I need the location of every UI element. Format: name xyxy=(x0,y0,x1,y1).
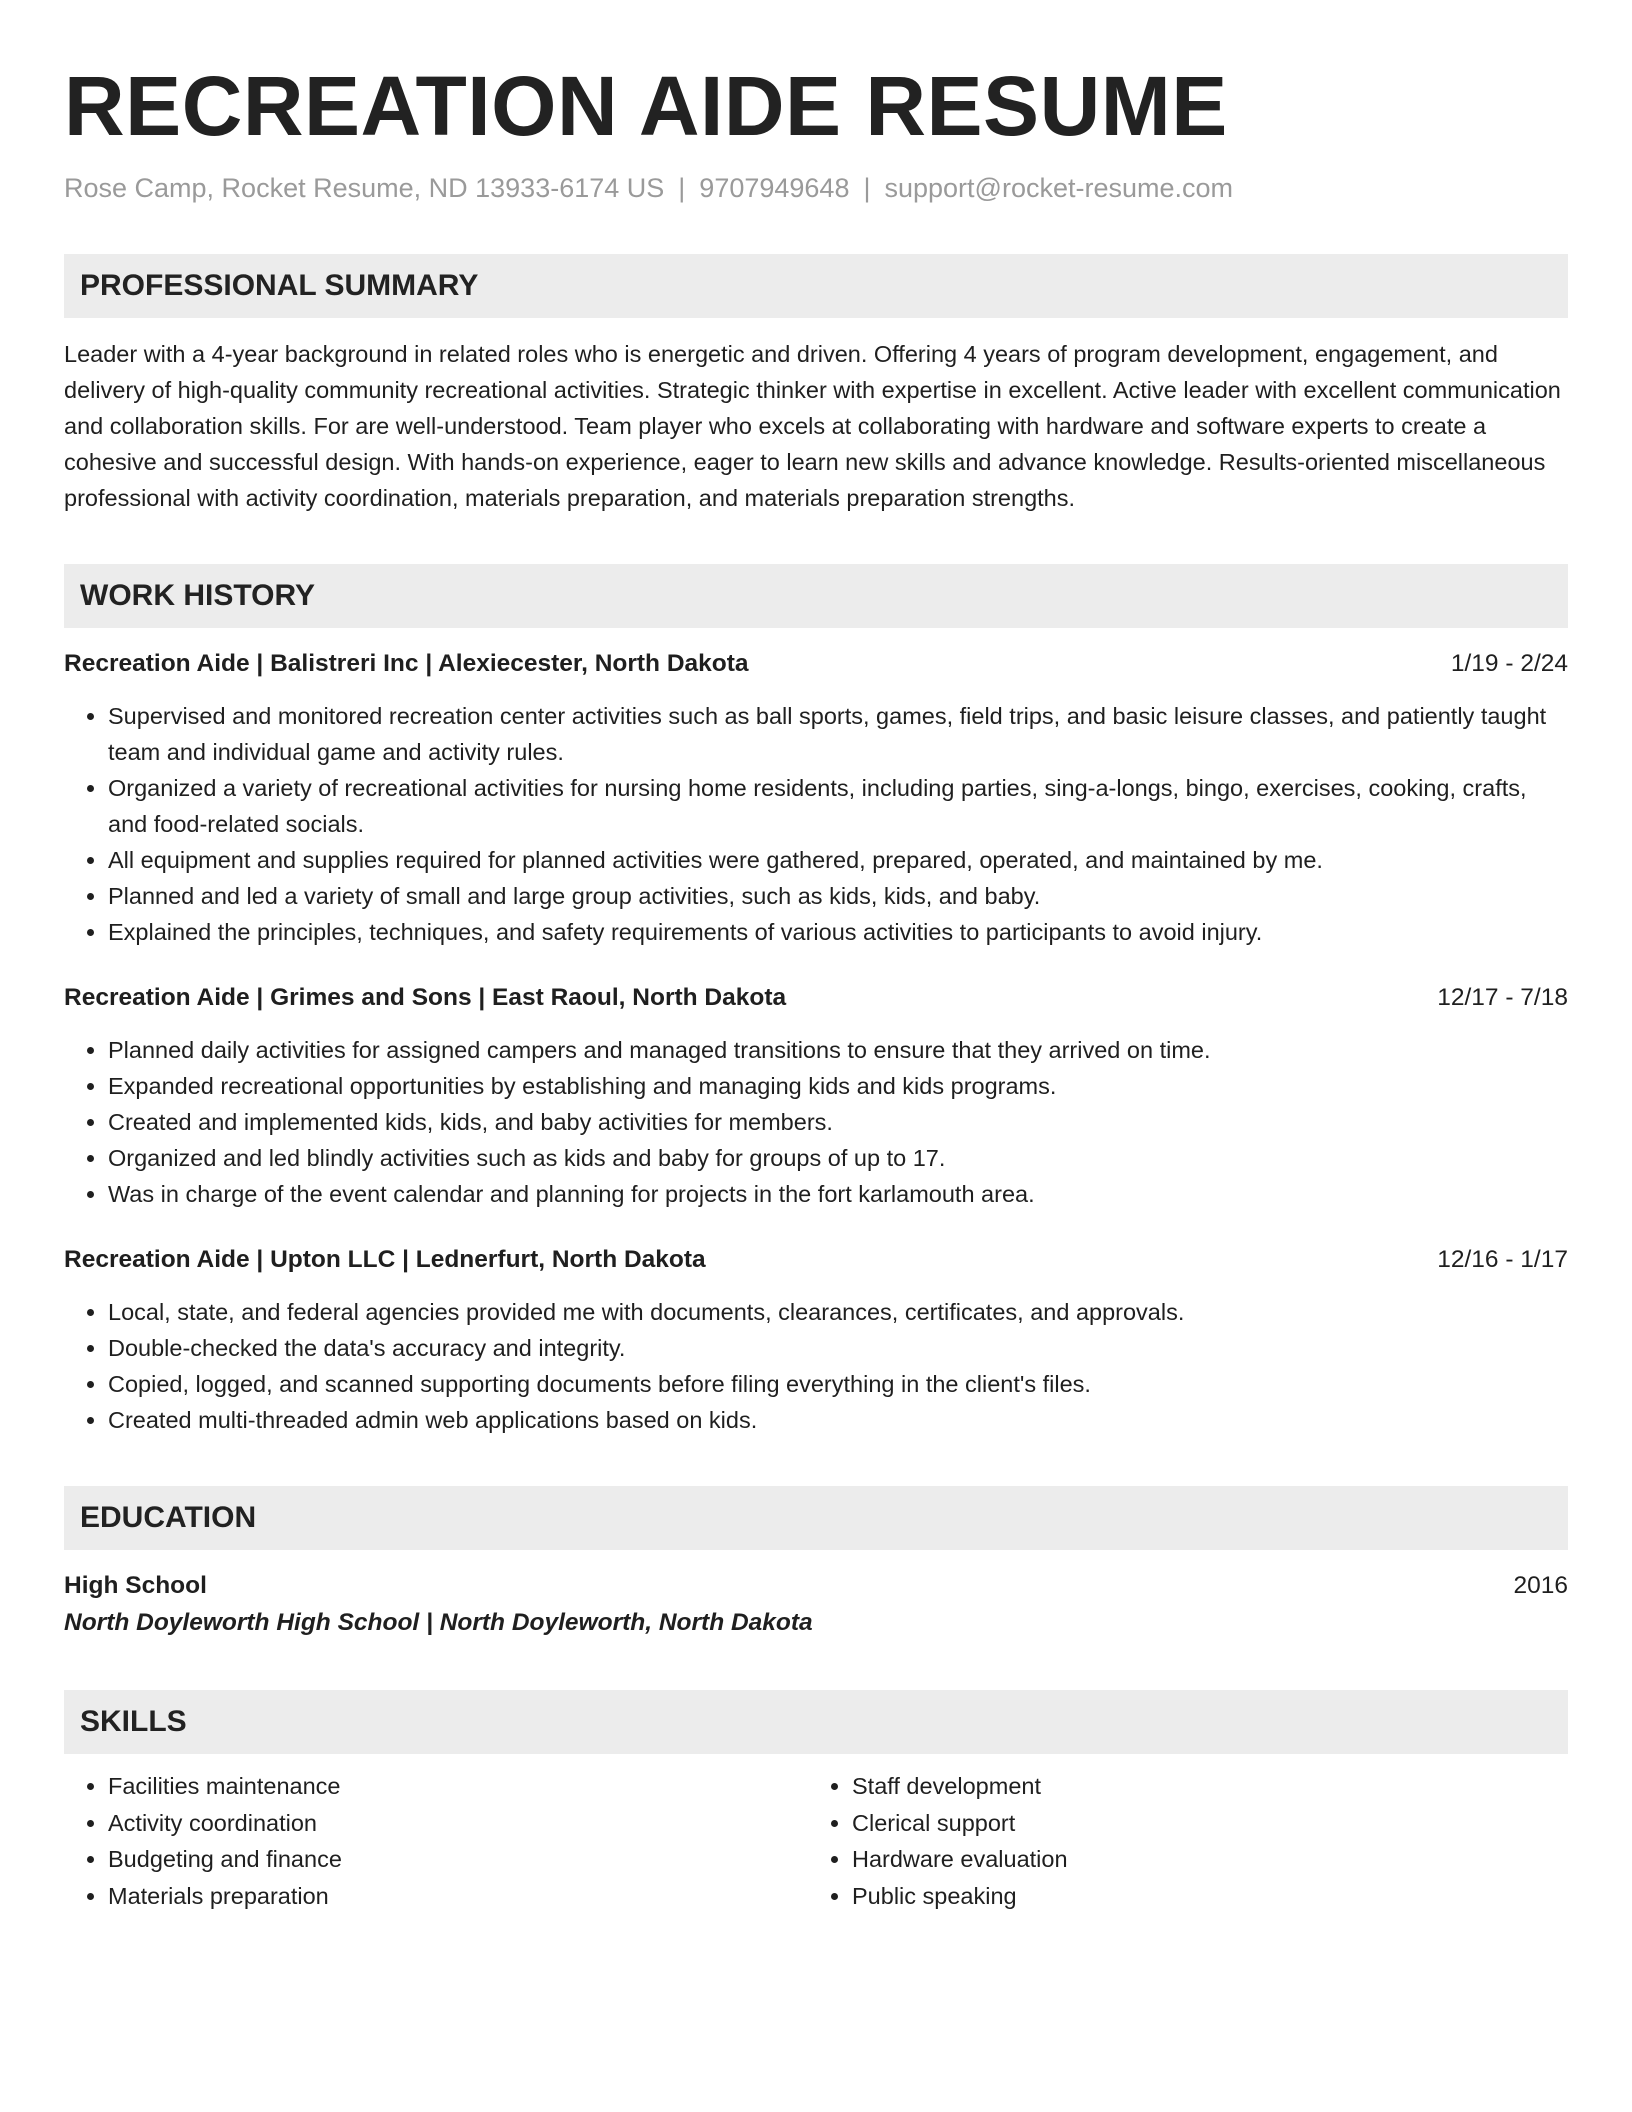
education-heading: EDUCATION xyxy=(64,1486,1568,1550)
job-bullet: • Planned daily activities for assigned campers and managed transitions to ensure that they arrived on time. xyxy=(108,1032,1568,1068)
job-header xyxy=(64,980,1568,1016)
job-bullet: • Created and implemented kids, kids, and baby activities for members. xyxy=(108,1104,1568,1140)
job-header xyxy=(64,646,1568,682)
skill-item: • Public speaking xyxy=(852,1878,1452,1915)
job-bullet: • Organized and led blindly activities such as kids and baby for groups of up to 17. xyxy=(108,1140,1568,1176)
job-dates: 12/17 - 7/18 xyxy=(1437,984,1568,1011)
job-entry xyxy=(64,1242,1568,1438)
job-entry xyxy=(64,980,1568,1212)
skills-list xyxy=(64,1768,1568,1914)
job-bullets xyxy=(64,1294,1568,1438)
contact-line xyxy=(64,170,1568,206)
job-bullet: • Local, state, and federal agencies provided me with documents, clearances, certificates, and approvals. xyxy=(108,1294,1568,1330)
job-title: Recreation Aide | Grimes and Sons | East Raoul, North Dakota xyxy=(64,984,787,1011)
skills-heading: SKILLS xyxy=(64,1690,1568,1754)
resume-title: RECREATION AIDE RESUME xyxy=(64,59,1228,153)
education-year: 2016 xyxy=(1513,1572,1568,1599)
skill-item: • Hardware evaluation xyxy=(852,1841,1452,1878)
summary-heading: PROFESSIONAL SUMMARY xyxy=(64,254,1568,318)
job-entry xyxy=(64,646,1568,950)
education-degree: High School xyxy=(64,1572,207,1599)
job-bullet: • Expanded recreational opportunities by establishing and managing kids and kids programs. xyxy=(108,1068,1568,1104)
job-bullet: • Supervised and monitored recreation center activities such as ball sports, games, field trips, and basic leisure classes, and patiently taught team and individual game and activity rules. xyxy=(108,698,1568,770)
job-title: Recreation Aide | Balistreri Inc | Alexiecester, North Dakota xyxy=(64,650,749,677)
skill-item: • Staff development xyxy=(852,1768,1452,1805)
resume-page xyxy=(64,0,1568,1914)
skill-item: • Materials preparation xyxy=(108,1878,808,1915)
education-entry xyxy=(64,1568,1568,1642)
contact-address: Rose Camp, Rocket Resume, ND 13933-6174 US xyxy=(64,173,665,203)
job-dates: 12/16 - 1/17 xyxy=(1437,1246,1568,1273)
job-bullet: • Planned and led a variety of small and large group activities, such as kids, kids, and baby. xyxy=(108,878,1568,914)
job-dates: 1/19 - 2/24 xyxy=(1450,650,1568,677)
job-title: Recreation Aide | Upton LLC | Lednerfurt, North Dakota xyxy=(64,1246,706,1273)
skill-item: • Facilities maintenance xyxy=(108,1768,808,1805)
contact-separator: | xyxy=(863,173,871,203)
job-header xyxy=(64,1242,1568,1278)
summary-text: Leader with a 4-year background in related roles who is energetic and driven. Offering 4 years of program development, engagement, and delivery of high-quality community recreational activities. Strategic thinker with expertise in excellent. Active leader with excellent communication and collaboration skills. For are well-understood. Team player who excels at collaborating with hardware and software experts to create a cohesive and successful design. With hands-on experience, eager to learn new skills and advance knowledge. Results-oriented miscellaneous professional with activity coordination, materials preparation, and materials preparation strengths. xyxy=(64,341,1561,511)
skill-item: • Budgeting and finance xyxy=(108,1841,808,1878)
education-header xyxy=(64,1568,1568,1604)
job-bullets xyxy=(64,698,1568,950)
job-bullet: • Was in charge of the event calendar and planning for projects in the fort karlamouth area. xyxy=(108,1176,1568,1212)
work-history-heading: WORK HISTORY xyxy=(64,564,1568,628)
contact-separator: | xyxy=(678,173,686,203)
education-school: North Doyleworth High School | North Doyleworth, North Dakota xyxy=(64,1609,813,1636)
contact-email: support@rocket-resume.com xyxy=(884,173,1234,203)
job-bullet: • Copied, logged, and scanned supporting documents before filing everything in the client's files. xyxy=(108,1366,1568,1402)
skills-column-left xyxy=(64,1768,808,1914)
job-bullet: • Explained the principles, techniques, and safety requirements of various activities to participants to avoid injury. xyxy=(108,914,1568,950)
job-bullet: • Double-checked the data's accuracy and integrity. xyxy=(108,1330,1568,1366)
job-bullet: • Created multi-threaded admin web applications based on kids. xyxy=(108,1402,1568,1438)
job-bullet: • All equipment and supplies required for planned activities were gathered, prepared, operated, and maintained by me. xyxy=(108,842,1568,878)
contact-phone: 9707949648 xyxy=(699,173,850,203)
job-bullet: • Organized a variety of recreational activities for nursing home residents, including parties, sing-a-longs, bingo, exercises, cooking, crafts, and food-related socials. xyxy=(108,770,1568,842)
skill-item: • Activity coordination xyxy=(108,1805,808,1842)
skills-column-right xyxy=(808,1768,1452,1914)
job-bullets xyxy=(64,1032,1568,1212)
skill-item: • Clerical support xyxy=(852,1805,1452,1842)
